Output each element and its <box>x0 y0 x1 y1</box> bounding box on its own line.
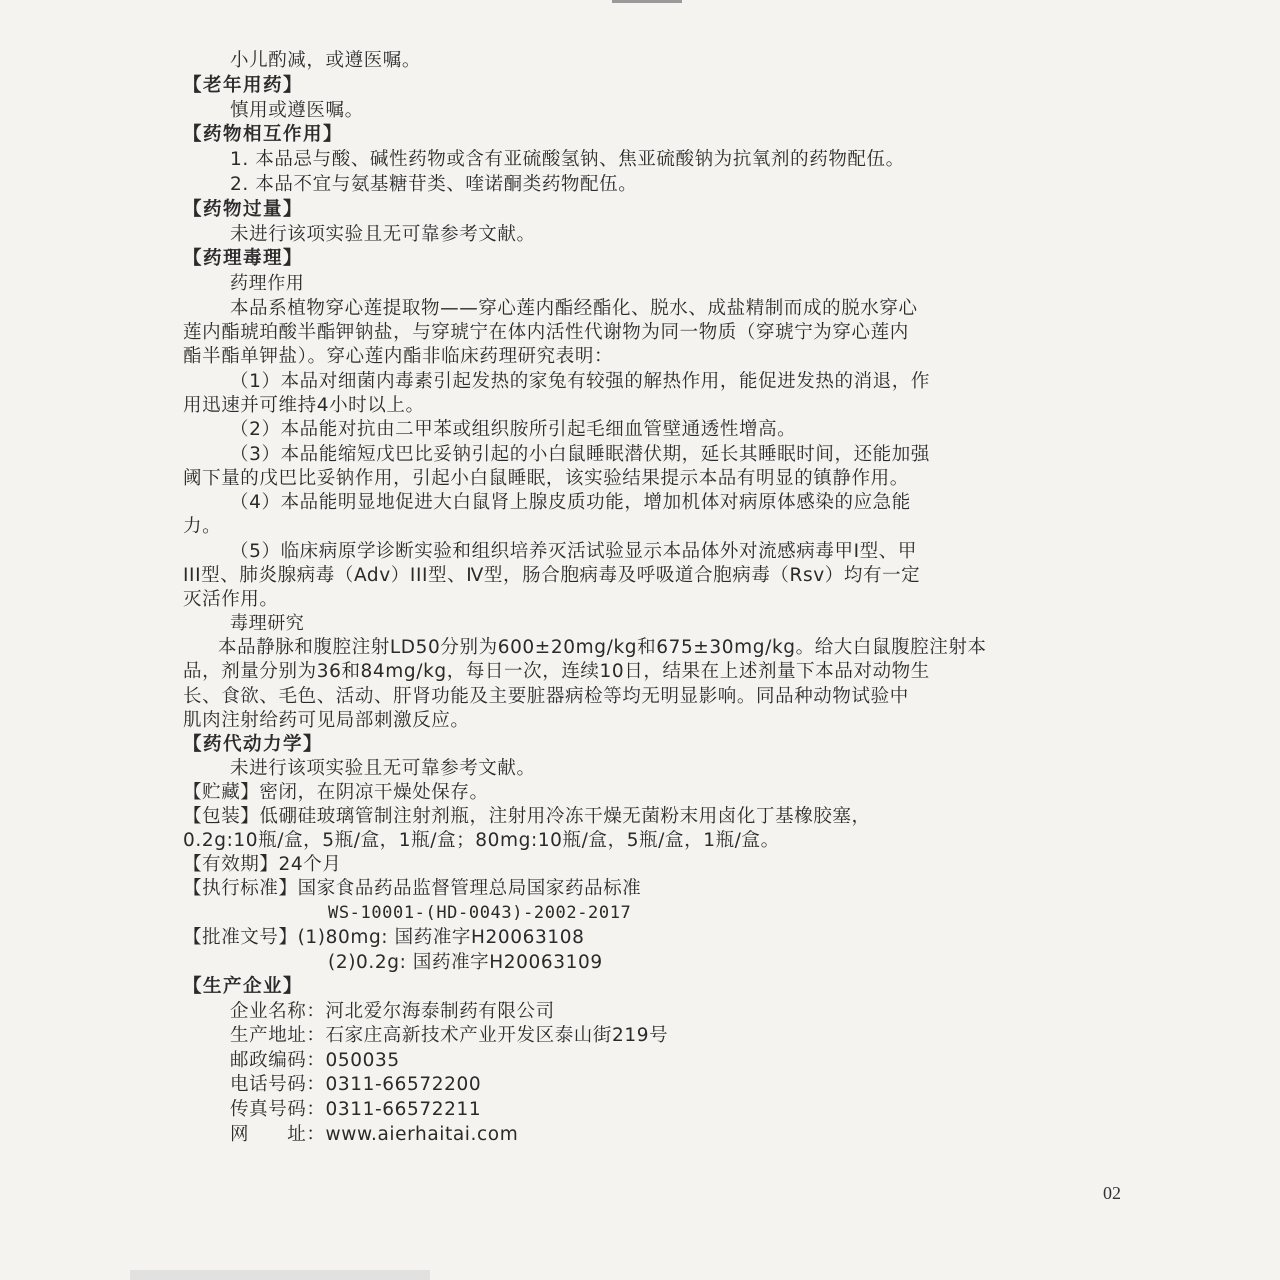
section-heading: 【药物相互作用】 <box>183 124 344 145</box>
text-line: 0.2g:10瓶/盒，5瓶/盒，1瓶/盒；80mg:10瓶/盒，5瓶/盒，1瓶/盒。 <box>183 830 780 851</box>
text-line: 2. 本品不宜与氨基糖苷类、喹诺酮类药物配伍。 <box>230 174 638 195</box>
section-heading: 【药物过量】 <box>183 199 304 220</box>
approval-line: (2)0.2g: 国药准字H20063109 <box>328 952 603 973</box>
package-line: 【包装】低硼硅玻璃管制注射剂瓶，注射用冷冻干燥无菌粉末用卤化丁基橡胶塞， <box>183 806 871 827</box>
section-heading: 【药代动力学】 <box>183 734 324 755</box>
subsection-heading: 毒理研究 <box>230 613 305 634</box>
text-line: 莲内酯琥珀酸半酯钾钠盐，与穿琥宁在体内活性代谢物为同一物质（穿琥宁为穿心莲内 <box>183 322 909 343</box>
text-line: 酯半酯单钾盐）。穿心莲内酯非临床药理研究表明： <box>183 346 614 367</box>
postal-code: 邮政编码：050035 <box>230 1050 400 1071</box>
text-line: 灭活作用。 <box>183 589 279 610</box>
text-line: （5）临床病原学诊断实验和组织培养灭活试验显示本品体外对流感病毒甲Ⅰ型、甲 <box>230 541 917 562</box>
subsection-heading: 药理作用 <box>230 273 305 294</box>
text-line: 品，剂量分别为36和84mg/kg，每日一次，连续10日，结果在上述剂量下本品对动物生 <box>183 661 930 682</box>
standard-line: 【执行标准】国家食品药品监督管理总局国家药品标准 <box>183 878 642 899</box>
text-line: III型、肺炎腺病毒（Adv）III型、Ⅳ型，肠合胞病毒及呼吸道合胞病毒（Rsv）均有一定 <box>183 565 921 586</box>
text-line: 本品静脉和腹腔注射LD50分别为600±20mg/kg和675±30mg/kg。给大白鼠腹腔注射本 <box>218 637 987 658</box>
storage-line: 【贮藏】密闭，在阴凉干燥处保存。 <box>183 782 489 803</box>
text-line: 1. 本品忌与酸、碱性药物或含有亚硫酸氢钠、焦亚硫酸钠为抗氧剂的药物配伍。 <box>230 149 905 170</box>
text-line: 未进行该项实验且无可靠参考文献。 <box>230 758 536 779</box>
section-heading: 【生产企业】 <box>183 976 304 997</box>
text-line: 未进行该项实验且无可靠参考文献。 <box>230 224 536 245</box>
fax-number: 传真号码：0311-66572211 <box>230 1099 482 1120</box>
approval-line: 【批准文号】(1)80mg: 国药准字H20063108 <box>183 927 585 948</box>
website: 网 址：www.aierhaitai.com <box>230 1124 519 1145</box>
text-line: 小儿酌减，或遵医嘱。 <box>230 50 422 71</box>
text-line: 长、食欲、毛色、活动、肝肾功能及主要脏器病检等均无明显影响。同品种动物试验中 <box>183 686 909 707</box>
phone-number: 电话号码：0311-66572200 <box>230 1074 482 1095</box>
page-number: 02 <box>1103 1183 1121 1203</box>
text-line: （2）本品能对抗由二甲苯或组织胺所引起毛细血管壁通透性增高。 <box>230 419 797 440</box>
text-line: 力。 <box>183 516 222 537</box>
text-line: （4）本品能明显地促进大白鼠肾上腺皮质功能，增加机体对病原体感染的应急能 <box>230 492 911 513</box>
text-line: 慎用或遵医嘱。 <box>230 100 364 121</box>
standard-code: WS-10001-(HD-0043)-2002-2017 <box>328 903 632 923</box>
company-address: 生产地址：石家庄高新技术产业开发区泰山街219号 <box>230 1025 669 1046</box>
scan-edge-mark <box>612 0 682 3</box>
text-line: 阈下量的戊巴比妥钠作用，引起小白鼠睡眠，该实验结果提示本品有明显的镇静作用。 <box>183 468 909 489</box>
text-line: 本品系植物穿心莲提取物——穿心莲内酯经酯化、脱水、成盐精制而成的脱水穿心 <box>230 298 918 319</box>
section-heading: 【药理毒理】 <box>183 248 304 269</box>
text-line: 用迅速并可维持4小时以上。 <box>183 395 425 416</box>
validity-line: 【有效期】24个月 <box>183 854 342 875</box>
scan-bottom-band <box>130 1270 430 1280</box>
section-heading: 【老年用药】 <box>183 75 304 96</box>
text-line: 肌肉注射给药可见局部刺激反应。 <box>183 710 470 731</box>
company-name: 企业名称：河北爱尔海泰制药有限公司 <box>230 1001 555 1022</box>
text-line: （3）本品能缩短戊巴比妥钠引起的小白鼠睡眠潜伏期，延长其睡眠时间，还能加强 <box>230 444 930 465</box>
text-line: （1）本品对细菌内毒素引起发热的家兔有较强的解热作用，能促进发热的消退，作 <box>230 371 930 392</box>
